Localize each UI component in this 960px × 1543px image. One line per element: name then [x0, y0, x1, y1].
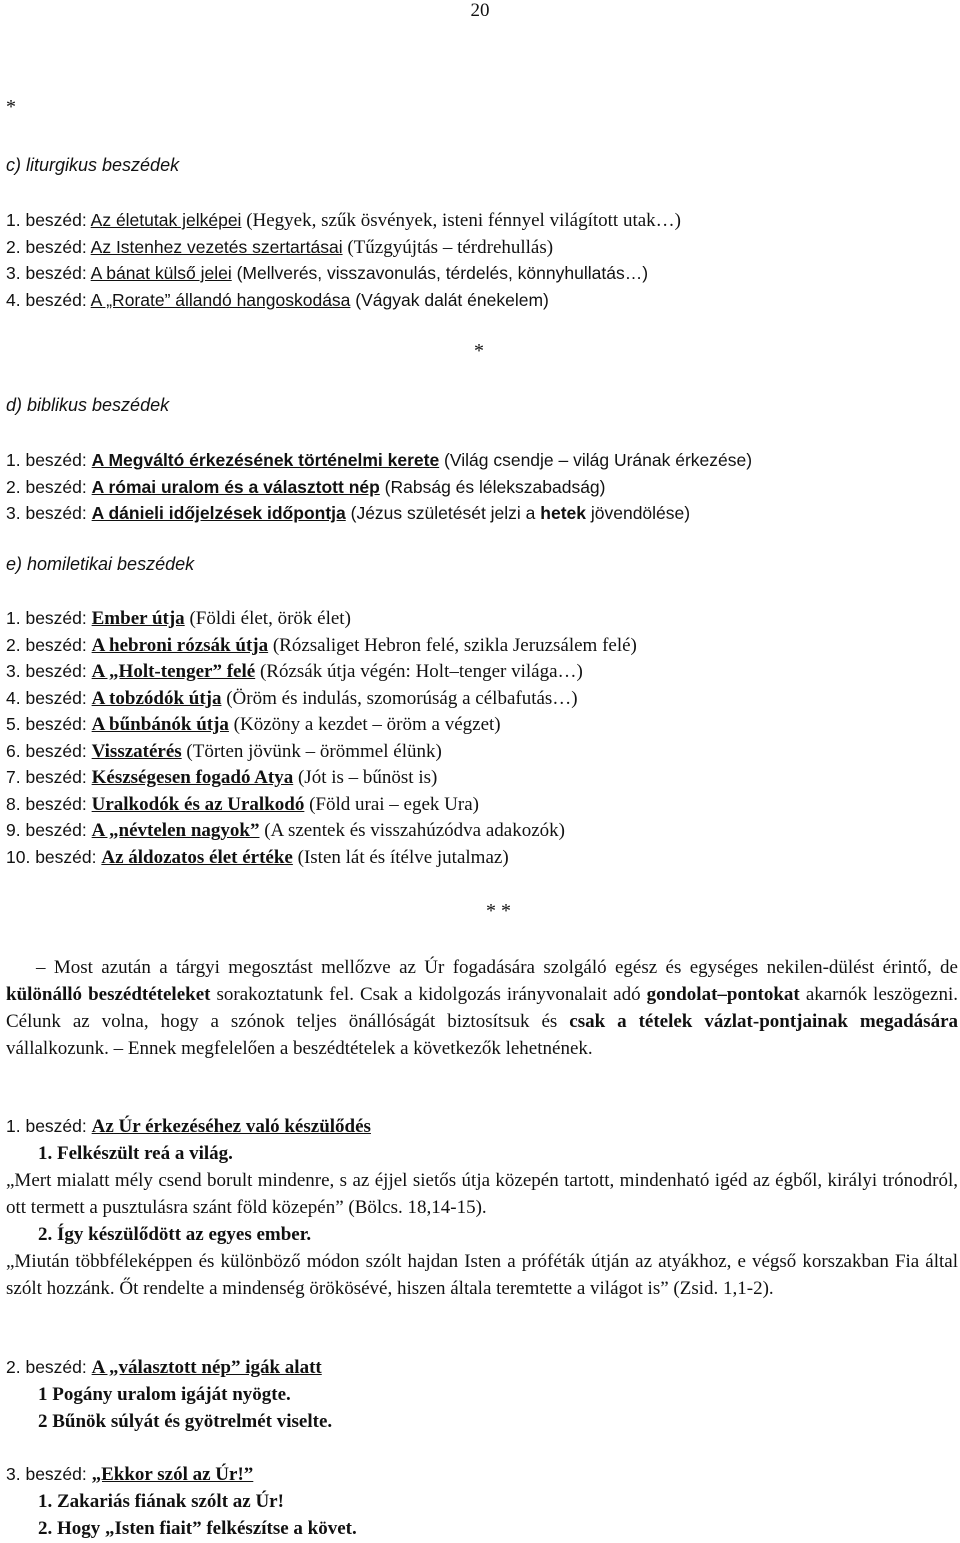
- item-prefix: 1. beszéd:: [6, 608, 92, 628]
- outline-heading-2: [6, 1354, 322, 1381]
- list-item: [6, 658, 637, 685]
- item-prefix: 8. beszéd:: [6, 793, 92, 814]
- item-description: jövendölése): [586, 503, 691, 523]
- list-item: [6, 764, 637, 791]
- item-title: A „Rorate” állandó hangoskodása: [90, 289, 351, 310]
- paragraph-emphasis: gondolat–pontokat: [646, 984, 800, 1005]
- item-prefix: 1. beszéd:: [6, 450, 92, 470]
- list-item: [6, 791, 637, 818]
- item-title: A hebroni rózsák útja: [91, 634, 269, 656]
- section-c-list: [6, 207, 681, 313]
- item-description: (Vágyak dalát énekelem): [350, 289, 549, 310]
- item-description: (Közöny a kezdet – öröm a végzet): [228, 714, 501, 735]
- item-title: A Megváltó érkezésének történelmi kerete: [91, 450, 440, 470]
- item-title: „Ekkor szól az Úr!”: [91, 1464, 254, 1485]
- quote-text: „Mert mialatt mély csend borult mindenre, s az éjjel sietős útja közepén tartott, mindenható igéd az égből, királyi trónodról, ott termett a pusztulásra szánt föld közepén” (Bölcs. 18,14-15).: [6, 1170, 958, 1218]
- section-d-list: [6, 447, 752, 527]
- item-title: Az Istenhez vezetés szertartásai: [90, 236, 343, 257]
- item-prefix: 4. beszéd:: [6, 687, 92, 708]
- item-description: (Öröm és indulás, szomorúság a célbafutás…): [221, 687, 578, 709]
- list-item: [6, 260, 681, 287]
- item-description: (Rózsaliget Hebron felé, szikla Jeruzsálem felé): [268, 634, 637, 656]
- item-emphasis: hetek: [540, 503, 586, 523]
- item-title: A római uralom és a választott nép: [91, 476, 380, 497]
- quote-paragraph: [6, 1248, 958, 1302]
- item-prefix: 2. beszéd:: [6, 476, 92, 497]
- item-description: (Hegyek, szűk ösvények, isteni fénnyel világított utak…): [241, 210, 681, 231]
- item-prefix: 2. beszéd:: [6, 236, 91, 257]
- item-title: A „Holt-tenger” felé: [91, 661, 256, 682]
- item-title: Ember útja: [91, 608, 185, 629]
- list-item: [6, 632, 637, 659]
- list-item: [6, 738, 637, 765]
- paragraph-text: sorakoztatunk fel. Csak a kidolgozás irányvonalait adó: [210, 984, 647, 1005]
- item-prefix: 10. beszéd:: [6, 846, 102, 867]
- outline-point: 1. Felkészült reá a világ.: [38, 1143, 233, 1164]
- page-number: 20: [470, 0, 490, 21]
- item-description: (Jézus születését jelzi a: [345, 503, 541, 523]
- item-title: Uralkodók és az Uralkodó: [91, 793, 305, 815]
- separator-star: *: [6, 96, 16, 118]
- item-description: (A szentek és visszahúzódva adakozók): [259, 820, 565, 841]
- item-title: Az áldozatos élet értéke: [101, 846, 293, 868]
- item-title: A dánieli időjelzések időpontja: [91, 503, 346, 523]
- item-title: Készségesen fogadó Atya: [91, 767, 294, 788]
- item-description: (Föld urai – egek Ura): [304, 793, 479, 815]
- item-prefix: 9. beszéd:: [6, 820, 92, 840]
- quote-text: „Miután többféleképpen és különböző módon szólt hajdan Isten a próféták útján az atyákhoz, e végső korszakban Fia által szólt hozzánk. Őt rendelte a mindenség örökösévé, hiszen általa teremtette a világot is” (Zsid. 1,1-2).: [6, 1251, 958, 1299]
- item-description: (Mellverés, visszavonulás, térdelés, könnyhullatás…): [231, 263, 649, 283]
- item-title: Az életutak jelképei: [90, 210, 242, 230]
- list-item: [6, 605, 637, 632]
- list-item: [6, 447, 752, 474]
- section-e-list: [6, 605, 637, 870]
- item-description: (Törten jövünk – örömmel élünk): [181, 740, 442, 762]
- outline-point: 2. Hogy „Isten fiait” felkészítse a követ.: [38, 1518, 357, 1539]
- list-item: [6, 474, 752, 501]
- list-item: [6, 207, 681, 234]
- item-prefix: 3. beszéd:: [6, 263, 91, 283]
- item-description: (Földi élet, örök élet): [184, 608, 351, 629]
- item-description: (Tűzgyújtás – térdrehullás): [342, 236, 554, 258]
- paragraph-text: – Most azután a tárgyi megosztást mellőzve az Úr fogadására szolgáló egész és egységes nekilen-dülést érintő, de: [36, 957, 958, 978]
- separator-star: *: [474, 340, 484, 362]
- item-description: (Jót is – bűnöst is): [293, 767, 438, 788]
- item-prefix: 7. beszéd:: [6, 767, 92, 787]
- paragraph-text: vállalkozunk. – Ennek megfelelően a beszédtételek a következők lehetnének.: [6, 1038, 593, 1059]
- paragraph-emphasis: csak a tételek vázlat-pontjainak megadására: [569, 1011, 958, 1032]
- intro-paragraph: [6, 954, 958, 1062]
- quote-paragraph: [6, 1167, 958, 1221]
- separator-stars: * *: [486, 900, 511, 922]
- item-description: (Isten lát és ítélve jutalmaz): [292, 846, 509, 868]
- section-e-heading: e) homiletikai beszédek: [6, 554, 195, 574]
- item-prefix: 4. beszéd:: [6, 289, 91, 310]
- outline-heading-3: [6, 1461, 253, 1488]
- item-prefix: 3. beszéd:: [6, 1464, 92, 1484]
- list-item: [6, 500, 752, 527]
- item-title: A „választott nép” igák alatt: [91, 1357, 322, 1378]
- outline-heading-1: [6, 1113, 371, 1140]
- item-prefix: 3. beszéd:: [6, 661, 92, 681]
- item-description: (Rózsák útja végén: Holt–tenger világa…): [255, 661, 583, 682]
- section-c-heading: c) liturgikus beszédek: [6, 155, 180, 175]
- item-title: Az Úr érkezéséhez való készülődés: [91, 1116, 371, 1137]
- list-item: [6, 711, 637, 738]
- section-d-heading: d) biblikus beszédek: [6, 395, 170, 415]
- item-description: (Rabság és lélekszabadság): [379, 476, 606, 497]
- item-title: A „névtelen nagyok”: [91, 820, 260, 841]
- item-title: A bánat külső jelei: [90, 263, 232, 283]
- item-prefix: 1. beszéd:: [6, 1116, 92, 1136]
- item-prefix: 1. beszéd:: [6, 210, 91, 230]
- list-item: [6, 685, 637, 712]
- item-prefix: 3. beszéd:: [6, 503, 92, 523]
- list-item: [6, 287, 681, 314]
- list-item: [6, 817, 637, 844]
- list-item: [6, 234, 681, 261]
- item-prefix: 5. beszéd:: [6, 714, 92, 734]
- item-title: Visszatérés: [91, 740, 182, 762]
- paragraph-text: akarnók leszögezni. Célunk az volna, hogy a szónok teljes önállóságát biztosítsuk és: [6, 984, 958, 1032]
- paragraph-emphasis: különálló beszédtételeket: [6, 984, 211, 1005]
- item-description: (Világ csendje – világ Urának érkezése): [439, 450, 753, 470]
- outline-point: 1. Zakariás fiának szólt az Úr!: [38, 1491, 284, 1512]
- list-item: [6, 844, 637, 871]
- item-prefix: 6. beszéd:: [6, 740, 92, 761]
- item-title: A bűnbánók útja: [91, 714, 229, 735]
- item-prefix: 2. beszéd:: [6, 1357, 92, 1377]
- item-title: A tobzódók útja: [91, 687, 222, 709]
- outline-point: 2 Bűnök súlyát és gyötrelmét viselte.: [38, 1411, 333, 1432]
- outline-point: 2. Így készülődött az egyes ember.: [38, 1224, 312, 1245]
- item-prefix: 2. beszéd:: [6, 634, 92, 655]
- outline-point: 1 Pogány uralom igáját nyögte.: [38, 1384, 291, 1405]
